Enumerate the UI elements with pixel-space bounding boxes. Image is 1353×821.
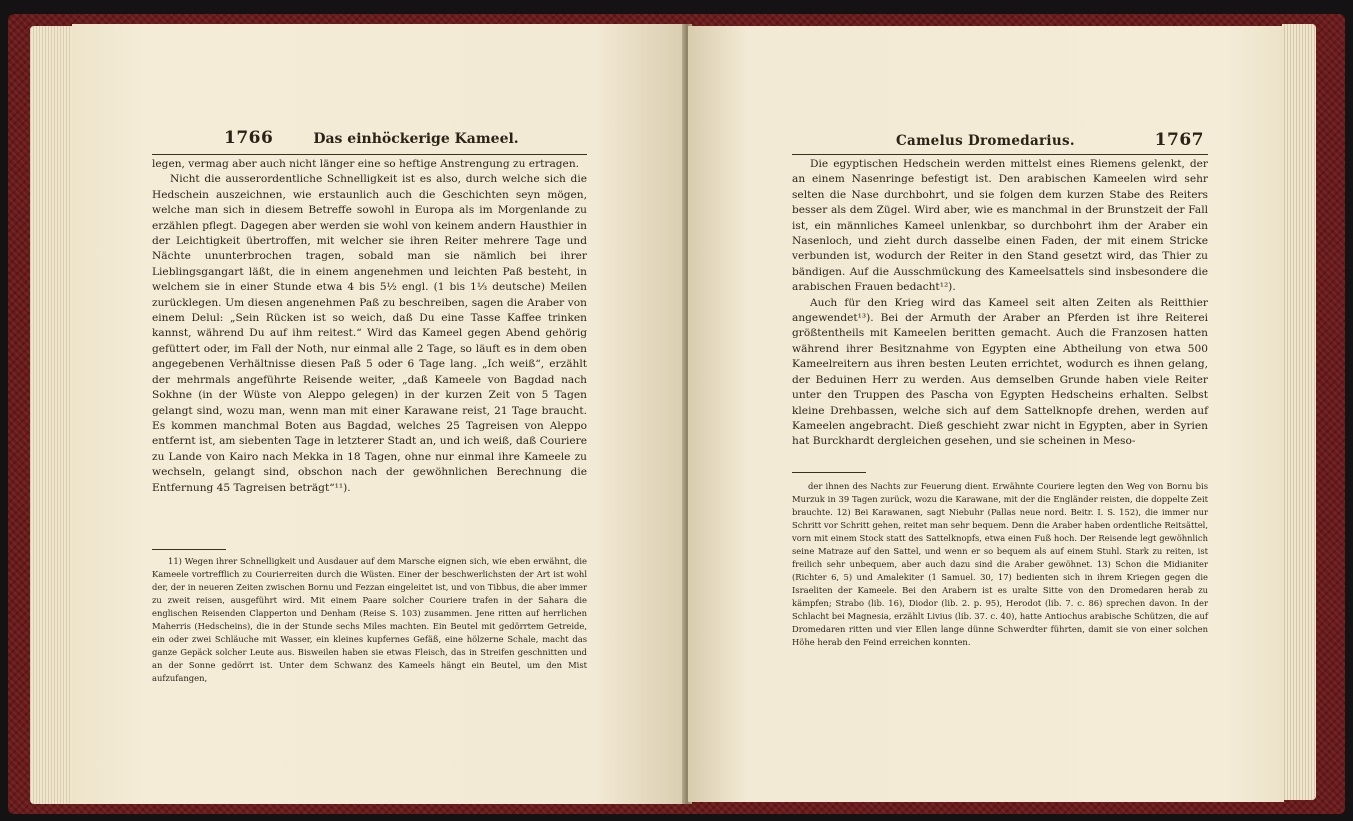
right-header-rule [792,154,1208,155]
left-footnote-separator [152,549,226,550]
left-paragraph-1: legen, vermag aber auch nicht länger eine so heftige Anstrengung zu ertragen. [152,158,580,170]
right-running-title: Camelus Dromedarius. [896,133,1075,149]
left-body-text [152,157,587,496]
left-paragraph-2: Nicht die ausserordentliche Schnelligkeit ist es also, durch welche sich die Hedschein auszeichnen, wie erstaunlich auch die Geschichten seyn mögen, welche man sich in diesem Betreffe sowohl in Europa als im Morgenlande zu erzählen pflegt. Dagegen aber werden sie wohl von keinem andern Hausthier in der Leichtigkeit übertroffen, mit welcher sie ihren Reiter mehrere Tage und Nächte ununterbrochen tragen, sobald man sie nämlich bei ihrer Lieblingsgangart läßt, die in einem angenehmen und leichten Paß besteht, in welchem sie in einer Stunde etwa 4 bis 5½ engl. (1 bis 1⅓ deutsche) Meilen zurücklegen. Um diesen angenehmen Paß zu beschreiben, sagen die Araber von einem Delul: „Sein Rücken ist so weich, daß Du eine Tasse Kaffee trinken kannst, während Du auf ihm reitest.“ Wird das Kameel gegen Abend gehörig gefüttert oder, im Fall der Noth, nur einmal alle 2 Tage, so läuft es in dem oben angegebenen Verhältnisse diesen Paß 5 oder 6 Tage lang. „Ich weiß“, erzählt der mehrmals angeführte Reisende weiter, „daß Kameele von Bagdad nach Sokhne (in der Wüste von Aleppo gelegen) in der kurzen Zeit von 5 Tagen gelangt sind, wozu man, wenn man mit einer Karawane reist, 21 Tage braucht. Es kommen manchmal Boten aus Bagdad, welches 25 Tagreisen von Aleppo entfernt ist, am siebenten Tage in letzterer Stadt an, und ich weiß, daß Couriere zu Lande von Kairo nach Mekka in 18 Tagen, ohne nur einmal ihre Kameele zu wechseln, gelangt sind, obschon nach der gewöhnlichen Berechnung die Entfernung 45 Tagreisen beträgt“¹¹). [152,173,587,494]
right-body-text [792,157,1208,450]
left-header-rule [152,154,587,155]
right-footnotes [792,480,1208,649]
left-page-number: 1766 [224,128,274,148]
left-footnotes [152,555,587,685]
right-paragraph-2: Auch für den Krieg wird das Kameel seit alten Zeiten als Reitthier angewendet¹³). Bei der Armuth der Araber an Pferden ist ihre Reiterei größtentheils mit Kameelen beritten gemacht. Auch die Franzosen hatten während ihrer Besitznahme von Egypten eine Abtheilung von etwa 500 Kameelreitern aus ihren besten Leuten errichtet, wodurch es ihnen gelang, der Beduinen Herr zu werden. Aus demselben Grunde haben viele Reiter unter den Truppen des Pascha von Egypten Hedscheins erhalten. Selbst kleine Drehbassen, welche sich auf dem Sattelknopfe drehen, werden auf Kameelen angebracht. Dieß geschieht zwar nicht in Egypten, aber in Syrien hat Burckhardt dergleichen gesehen, und sie scheinen in Meso- [792,296,1208,448]
left-page-edges [30,26,76,804]
right-paragraph-1: Die egyptischen Hedschein werden mittelst eines Riemens gelenkt, der an einem Nasenringe befestigt ist. Den arabischen Kameelen wird sehr selten die Nase durchbohrt, und sie folgen dem kurzen Stabe des Reiters besser als dem Zügel. Wird aber, wie es manchmal in der Brunstzeit der Fall ist, ein männliches Kameel unlenkbar, so durchbohrt ihm der Araber ein Nasenloch, und zieht durch dasselbe einen Faden, der mit einem Stricke verbunden ist, wodurch der Reiter in den Stand gesetzt wird, das Thier zu bändigen. Auf die Ausschmückung des Kameelsattels sind insbesondere die arabischen Frauen bedacht¹²). [792,158,1208,294]
right-page [688,26,1284,802]
right-page-edges [1282,24,1316,800]
right-footnote-separator [792,472,866,473]
left-running-title: Das einhöckerige Kameel. [313,131,519,147]
right-page-number: 1767 [1154,130,1204,150]
footnote-11: 11) Wegen ihrer Schnelligkeit und Ausdauer auf dem Marsche eignen sich, wie eben erwähnt, die Kameele vortrefflich zu Courierreiten durch die Wüsten. Einer der beschwerlichsten der Art ist wohl der, der in neueren Zeiten zwischen Bornu und Fezzan eingeleitet ist, und von Tibbus, die aber immer zu zweit reisen, ausgeführt wird. Mit einem Paare solcher Couriere trafen in der Sahara die englischen Reisenden Clapperton und Denham (Reise S. 103) zusammen. Jene ritten auf herrlichen Maherris (Hedscheins), die in der Stunde sechs Miles machten. Ein Beutel mit gedörrtem Getreide, ein oder zwei Schläuche mit Wasser, ein kleines kupfernes Gefäß, eine hölzerne Schale, macht das ganze Gepäck solcher Leute aus. Bisweilen haben sie etwas Fleisch, das in Streifen geschnitten und an der Sonne gedörrt ist. Unter dem Schwanz des Kameels hängt ein Beutel, um den Mist aufzufangen, [152,556,587,683]
left-page [72,24,686,804]
left-running-head [224,128,656,154]
footnotes-11-13: der ihnen des Nachts zur Feuerung dient. Erwähnte Couriere legten den Weg von Bornu bis Murzuk in 39 Tagen zurück, wozu die Karawane, mit der die Engländer reisten, die doppelte Zeit brauchte. 12) Bei Karawanen, sagt Niebuhr (Pallas neue nord. Beitr. I. S. 152), die immer nur Schritt vor Schritt gehen, reitet man sehr bequem. Denn die Araber haben ordentliche Reitsättel, vorn mit einem Stock statt des Sattelknopfs, etwa einen Fuß hoch. Der Reisende legt gewöhnlich seine Matraze auf den Sattel, und wenn er so bequem als auf einem Stuhl. Stark zu reiten, ist freilich sehr unbequem, aber auch dazu sind die Araber gewöhnet. 13) Schon die Midianiter (Richter 6, 5) und Amalekiter (1 Samuel. 30, 17) bedienten sich in ihrem Kriegen gegen die Israeliten der Kameele. Bei den Arabern ist es uralte Sitte von den Dromedaren herab zu kämpfen; Strabo (lib. 16), Diodor (lib. 2. p. 95), Herodot (lib. 7. c. 86) sprechen davon. In der Schlacht bei Magnesia, erzählt Livius (lib. 37. c. 40), hatte Antiochus arabische Schützen, die auf Dromedaren ritten und vier Ellen lange dünne Schwerdter führten, damit sie von einer solchen Höhe herab den Feind erreichen konnten. [792,481,1208,647]
right-running-head [792,130,1204,156]
